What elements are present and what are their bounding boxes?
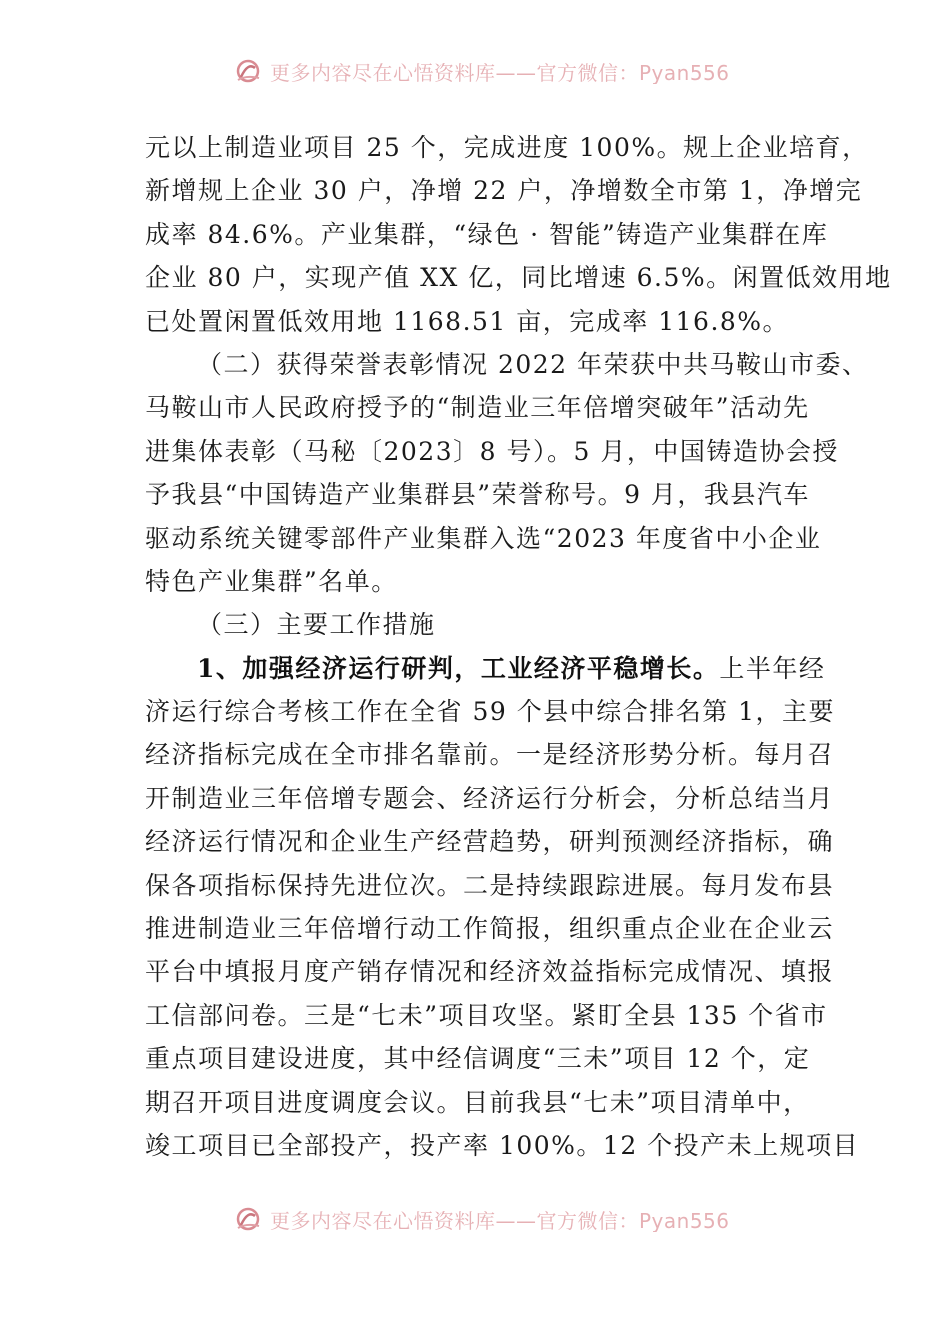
paragraph-line: 平台中填报月度产销存情况和经济效益指标完成情况、填报 [145, 957, 835, 987]
paragraph-line: 元以上制造业项目 25 个，完成进度 100%。规上企业培育， [145, 133, 869, 162]
paragraph-line: 成率 84.6%。产业集群，“绿色 · 智能”铸造产业集群在库 [145, 219, 829, 249]
paragraph-line: 保各项指标保持先进位次。二是持续跟踪进展。每月发布县 [145, 870, 835, 900]
paragraph-line: 马鞍山市人民政府授予的“制造业三年倍增突破年”活动先 [145, 393, 810, 423]
paragraph-line: 重点项目建设进度，其中经信调度“三未”项目 12 个，定 [145, 1044, 811, 1074]
paragraph-line: 驱动系统关键零部件产业集群入选“2023 年度省中小企业 [145, 523, 822, 553]
paragraph-line: 经济运行情况和企业生产经营趋势，研判预测经济指标，确 [145, 827, 835, 857]
paragraph-line: 期召开项目进度调度会议。目前我县“七未”项目清单中， [145, 1087, 810, 1117]
paragraph-line: 进集体表彰（马秘〔2023〕8 号）。5 月，中国铸造协会授 [145, 436, 839, 466]
seal-logo-icon [232, 58, 264, 84]
watermark-text: 更多内容尽在心悟资料库——官方微信：Pyan556 [270, 1208, 730, 1232]
paragraph-line: 工信部问卷。三是“七未”项目攻坚。紧盯全县 135 个省市 [145, 1000, 828, 1030]
paragraph-line: 新增规上企业 30 户，净增 22 户，净增数全市第 1，净增完 [145, 176, 863, 206]
watermark-text: 更多内容尽在心悟资料库——官方微信：Pyan556 [270, 60, 730, 84]
paragraph-line-continuation: 上半年经 [719, 653, 826, 683]
paragraph-line: 已处置闲置低效用地 1168.51 亩，完成率 116.8%。 [145, 306, 790, 336]
paragraph-line: 济运行综合考核工作在全省 59 个县中综合排名第 1，主要 [145, 697, 836, 727]
paragraph-line: 特色产业集群”名单。 [145, 566, 398, 596]
paragraph-line-bold-lead [145, 647, 825, 690]
paragraph-line: 予我县“中国铸造产业集群县”荣誉称号。9 月，我县汽车 [145, 480, 810, 510]
paragraph-line: 推进制造业三年倍增行动工作简报，组织重点企业在企业云 [145, 914, 835, 944]
header-watermark [232, 58, 732, 84]
document-body [145, 126, 892, 1167]
section-heading-honors: （二）获得荣誉表彰情况 2022 年荣获中共马鞍山市委、 [197, 349, 869, 379]
seal-logo-icon [232, 1206, 264, 1232]
paragraph-line: 开制造业三年倍增专题会、经济运行分析会，分析总结当月 [145, 783, 835, 813]
bold-subheading: 1、加强经济运行研判，工业经济平稳增长。 [197, 653, 720, 683]
paragraph-line: 企业 80 户，实现产值 XX 亿，同比增速 6.5%。闲置低效用地 [145, 263, 892, 293]
section-heading-measures: （三）主要工作措施 [197, 610, 436, 640]
footer-watermark [232, 1206, 732, 1232]
paragraph-line: 经济指标完成在全市排名靠前。一是经济形势分析。每月召 [145, 740, 835, 770]
paragraph-line: 竣工项目已全部投产，投产率 100%。12 个投产未上规项目 [145, 1130, 860, 1160]
